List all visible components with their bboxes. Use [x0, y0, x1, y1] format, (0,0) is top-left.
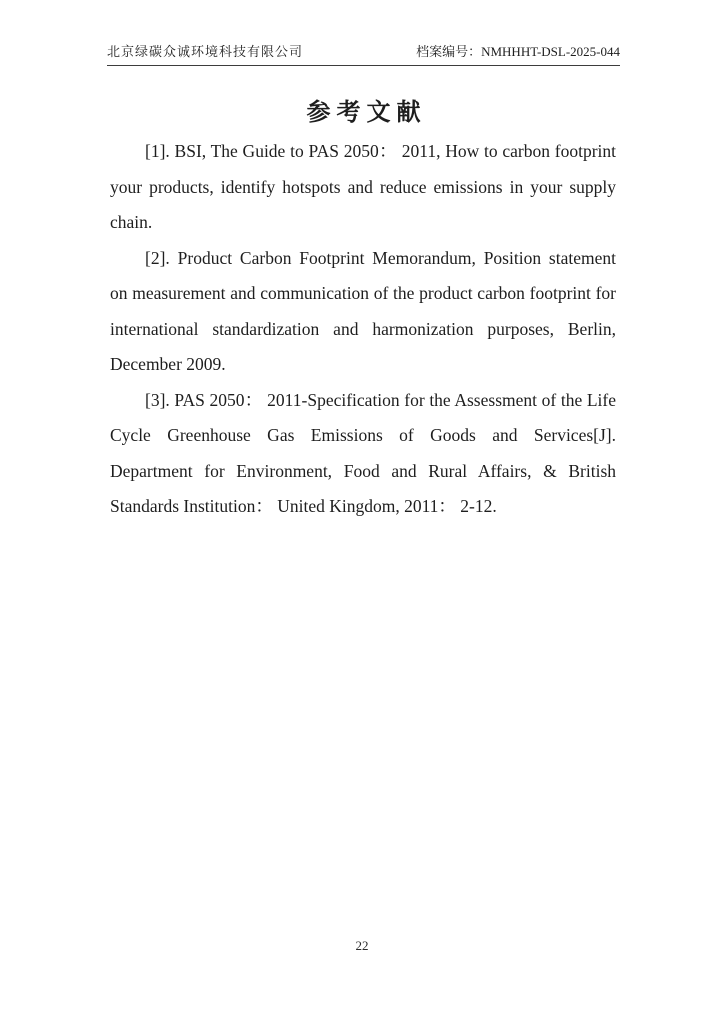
page-header [107, 44, 620, 66]
reference-item: [2]. Product Carbon Footprint Memorandum, Position statement on measurement and communication of the product carbon footprint for international standardization and harmonization purposes, Berlin, December 2009. [110, 247, 616, 374]
page-title: 参考文献 [306, 100, 427, 126]
page-number: 22 [355, 938, 369, 953]
reference-item: [3]. PAS 2050： 2011-Specification for the Assessment of the Life Cycle Greenhouse Gas Emissions of Goods and Services[J]. Department for Environment, Food and Rural Affairs, & British Standards Institution： United Kingdom, 2011： 2-12. [110, 389, 616, 516]
company-name: 北京绿碳众诚环境科技有限公司 [107, 44, 304, 59]
doc-number-group [416, 44, 620, 60]
doc-number-label: 档案编号： [416, 44, 482, 59]
doc-number: NMHHHT-DSL-2025-044 [481, 44, 620, 59]
reference-item: [1]. BSI, The Guide to PAS 2050： 2011, How to carbon footprint your products, identify hotspots and reduce emissions in your supply chain. [110, 141, 616, 232]
references-section [110, 134, 616, 525]
